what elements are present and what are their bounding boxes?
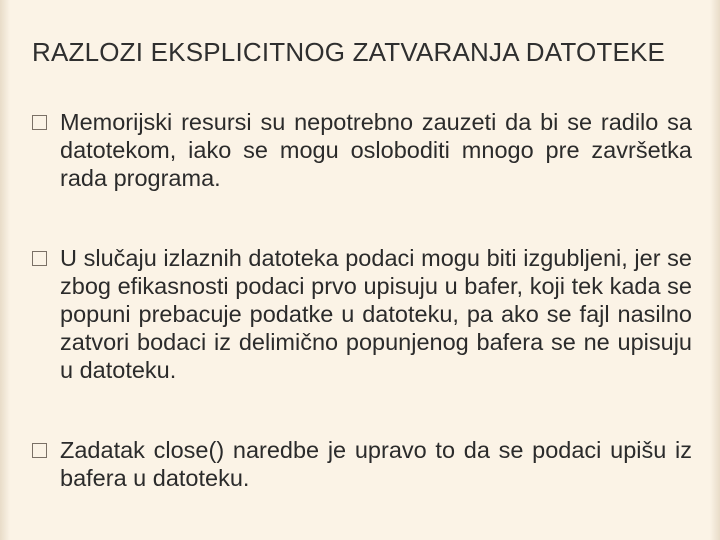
bullet-item-memory-resources <box>32 108 692 192</box>
bullet-list <box>32 108 692 492</box>
left-edge-shade <box>0 0 10 540</box>
bullet-text: Zadatak close() naredbe je upravo to da se podaci upišu iz bafera u datoteku. <box>60 437 692 491</box>
bullet-item-output-files <box>32 244 692 384</box>
square-bullet-icon <box>32 115 47 130</box>
bullet-item-close-task <box>32 436 692 492</box>
bullet-text: U slučaju izlaznih datoteka podaci mogu biti izgubljeni, jer se zbog efikasnosti podaci prvo upisuju u bafer, koji tek kada se popuni prebacuje podatke u datoteku, pa ako se fajl nasilno zatvori bodaci iz delimično popunjenog bafera se ne upisuju u datoteku. <box>60 245 692 383</box>
right-edge-shade <box>710 0 720 540</box>
square-bullet-icon <box>32 443 47 458</box>
bullet-text: Memorijski resursi su nepotrebno zauzeti da bi se radilo sa datotekom, iako se mogu osloboditi mnogo pre završetka rada programa. <box>60 109 692 191</box>
square-bullet-icon <box>32 251 47 266</box>
slide-title: RAZLOZI EKSPLICITNOG ZATVARANJA DATOTEKE <box>32 37 666 67</box>
